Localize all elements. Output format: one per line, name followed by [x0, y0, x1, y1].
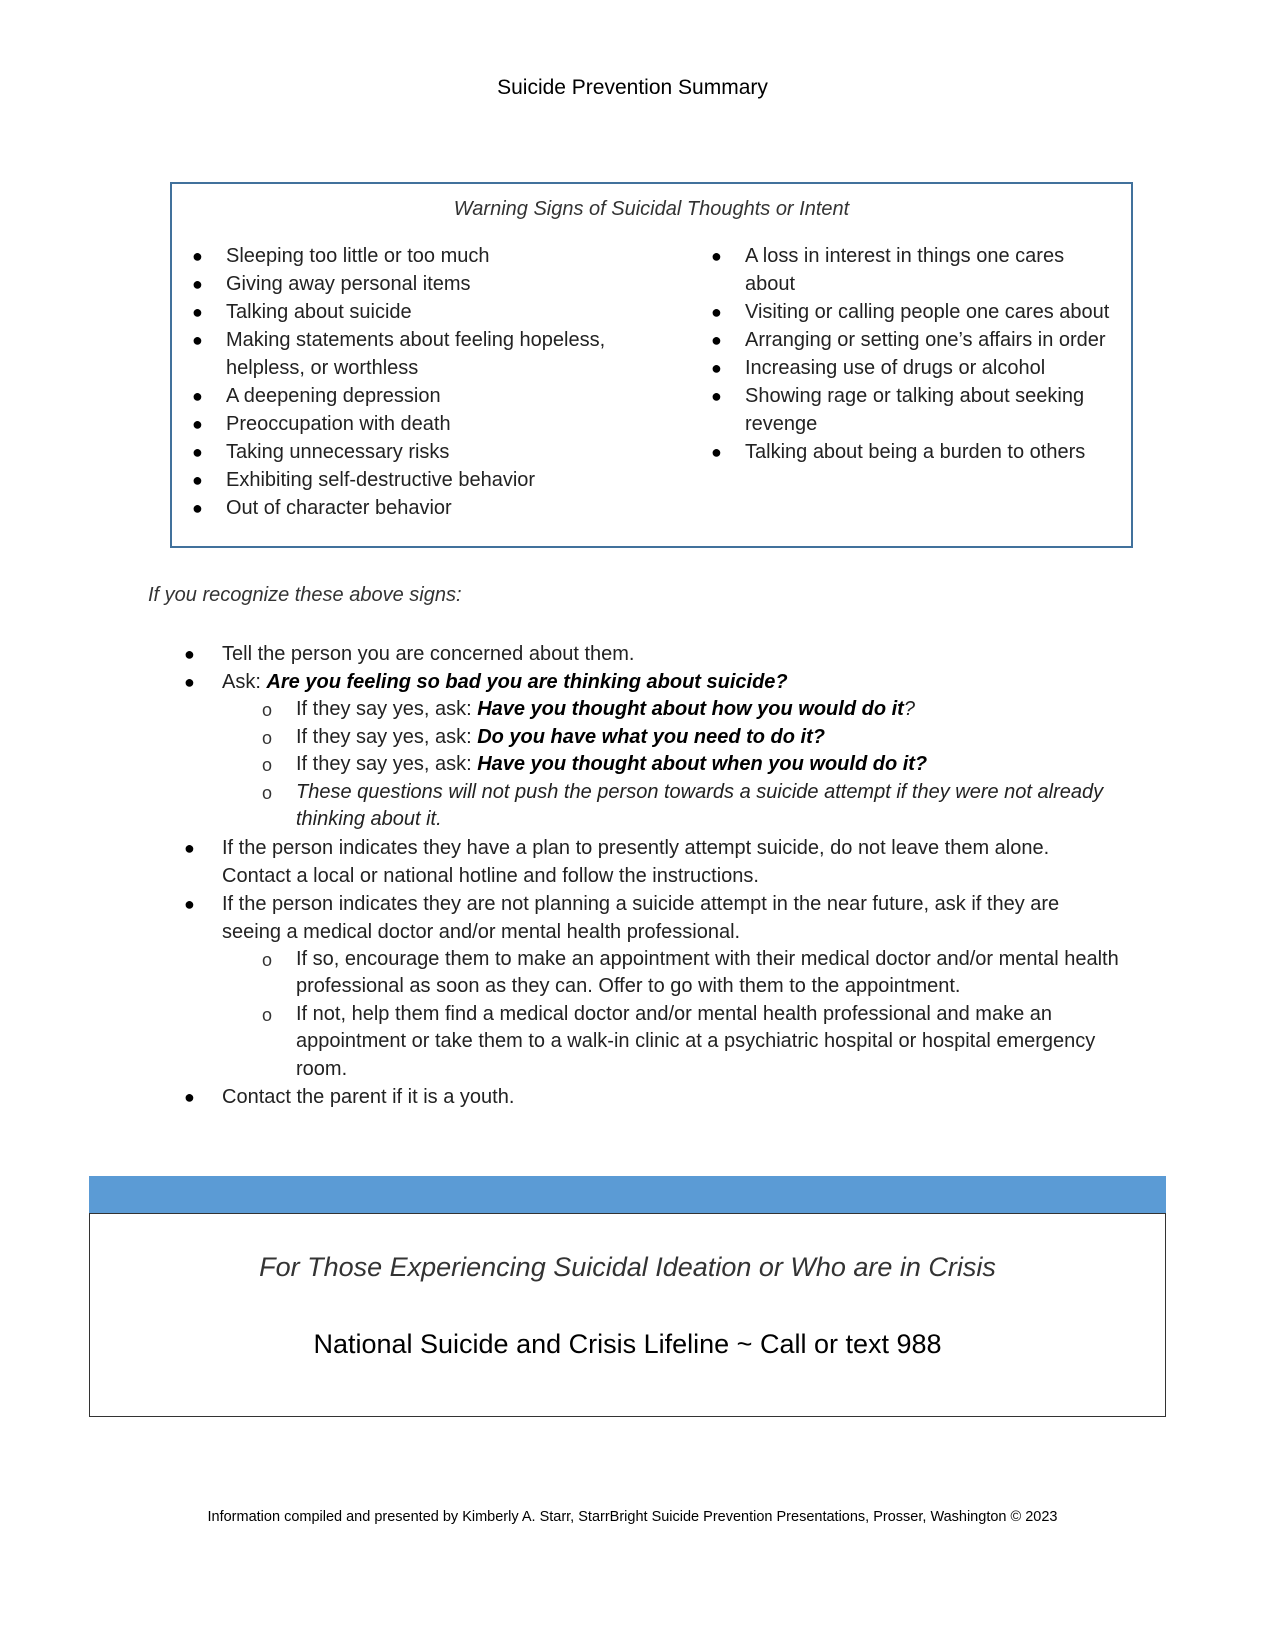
circle-bullet-icon: o: [262, 1004, 273, 1025]
list-item: ● Increasing use of drugs or alcohol: [707, 354, 1117, 382]
bullet-icon: ●: [184, 644, 195, 664]
bullet-icon: ●: [711, 246, 722, 266]
list-item: ● Out of character behavior: [188, 494, 648, 522]
list-item: ● Taking unnecessary risks: [188, 438, 648, 466]
crisis-lifeline-text: National Suicide and Crisis Lifeline ~ Call or text 988: [313, 1329, 942, 1359]
list-item: ● Tell the person you are concerned about them.: [180, 640, 1120, 668]
warning-signs-left-list: [188, 242, 648, 522]
crisis-banner-bar: [89, 1176, 1166, 1214]
bullet-icon: ●: [192, 498, 203, 518]
action-steps-list: [180, 640, 1120, 1111]
bullet-icon: ●: [192, 442, 203, 462]
doctor-followup-list: [222, 946, 1120, 1084]
list-item: ● Visiting or calling people one cares about: [707, 298, 1117, 326]
list-item: o If not, help them find a medical doctor and/or mental health professional and make an appointment or take them to a walk-in clinic at a psychiatric hospital or hospital emergency room.: [262, 1002, 1096, 1080]
list-item: ● Sleeping too little or too much: [188, 242, 648, 270]
list-item: ● Talking about being a burden to others: [707, 438, 1117, 466]
bullet-icon: ●: [184, 837, 195, 858]
bullet-icon: ●: [184, 893, 195, 914]
bullet-icon: ●: [711, 330, 722, 350]
list-item: ● Exhibiting self-destructive behavior: [188, 466, 648, 494]
warning-signs-heading: Warning Signs of Suicidal Thoughts or Intent: [453, 198, 850, 220]
footer-credit: Information compiled and presented by Kimberly A. Starr, StarrBright Suicide Prevention Presentations, Prosser, Washington © 2023: [207, 1509, 1058, 1525]
list-item: ● Giving away personal items: [188, 270, 648, 298]
bullet-icon: ●: [192, 274, 203, 294]
crisis-box: [89, 1213, 1166, 1417]
list-item: ● Talking about suicide: [188, 298, 648, 326]
list-item: o If they say yes, ask: Have you thought about how you would do it?: [222, 696, 1120, 724]
list-item: ● A loss in interest in things one cares about: [707, 242, 1117, 298]
circle-bullet-icon: o: [262, 755, 273, 775]
recognize-heading: If you recognize these above signs:: [148, 584, 462, 606]
bullet-icon: ●: [184, 672, 195, 692]
circle-bullet-icon: o: [262, 782, 273, 803]
list-item: ● If the person indicates they are not planning a suicide attempt in the near future, ask if they are seeing a medical doctor and/or mental health professional. o If so, encourage them to make an appointment with their medical doctor and/or mental health professional as soon as they can. Offer to go with them to the appointment. o If not, help them find a medical doctor and/or mental health professional and make an appointment or take them to a walk-in clinic at a psychiatric hospital or hospital emergency room.: [180, 890, 1120, 1084]
list-item: o If they say yes, ask: Do you have what you need to do it?: [222, 724, 1120, 752]
list-item: ● If the person indicates they have a plan to presently attempt suicide, do not leave them alone. Contact a local or national hotline and follow the instructions.: [180, 834, 1120, 890]
list-item: o If so, encourage them to make an appointment with their medical doctor and/or mental health professional as soon as they can. Offer to go with them to the appointment.: [262, 947, 1119, 997]
bullet-icon: ●: [192, 470, 203, 490]
list-item: o If they say yes, ask: Have you thought about when you would do it?: [222, 751, 1120, 779]
page-title: Suicide Prevention Summary: [497, 76, 768, 99]
list-item: ● Making statements about feeling hopeless, helpless, or worthless: [188, 326, 648, 382]
list-item: ● Showing rage or talking about seeking revenge: [707, 382, 1117, 438]
circle-bullet-icon: o: [262, 700, 273, 720]
bullet-icon: ●: [192, 330, 203, 350]
warning-signs-right-list: [707, 242, 1117, 466]
list-item: ● Ask: Are you feeling so bad you are thinking about suicide? o If they say yes, ask: Have you thought about how you would do it? o If they say yes, ask: Do you have what you need to do it? o If they say yes, ask: Have you thought about when you would do it? o These questions will not push the person towards a suicide attempt if they were not already thinking about it.: [180, 668, 1120, 834]
list-item: o These questions will not push the person towards a suicide attempt if they were not already thinking about it.: [262, 780, 1104, 830]
bullet-icon: ●: [711, 302, 722, 322]
bullet-icon: ●: [711, 386, 722, 406]
list-item: ● Preoccupation with death: [188, 410, 648, 438]
ask-question: Are you feeling so bad you are thinking about suicide?: [266, 671, 788, 693]
bullet-icon: ●: [192, 302, 203, 322]
crisis-subtitle: For Those Experiencing Suicidal Ideation or Who are in Crisis: [259, 1252, 996, 1282]
bullet-icon: ●: [192, 386, 203, 406]
list-item: ● Contact the parent if it is a youth.: [180, 1083, 1120, 1111]
list-item: ● A deepening depression: [188, 382, 648, 410]
circle-bullet-icon: o: [262, 949, 273, 970]
bullet-icon: ●: [184, 1087, 195, 1107]
bullet-icon: ●: [192, 246, 203, 266]
follow-up-questions-list: [222, 696, 1120, 834]
bullet-icon: ●: [192, 414, 203, 434]
bullet-icon: ●: [711, 442, 722, 462]
warning-signs-box: [170, 182, 1133, 548]
bullet-icon: ●: [711, 358, 722, 378]
circle-bullet-icon: o: [262, 727, 273, 748]
list-item: ● Arranging or setting one’s affairs in order: [707, 326, 1117, 354]
